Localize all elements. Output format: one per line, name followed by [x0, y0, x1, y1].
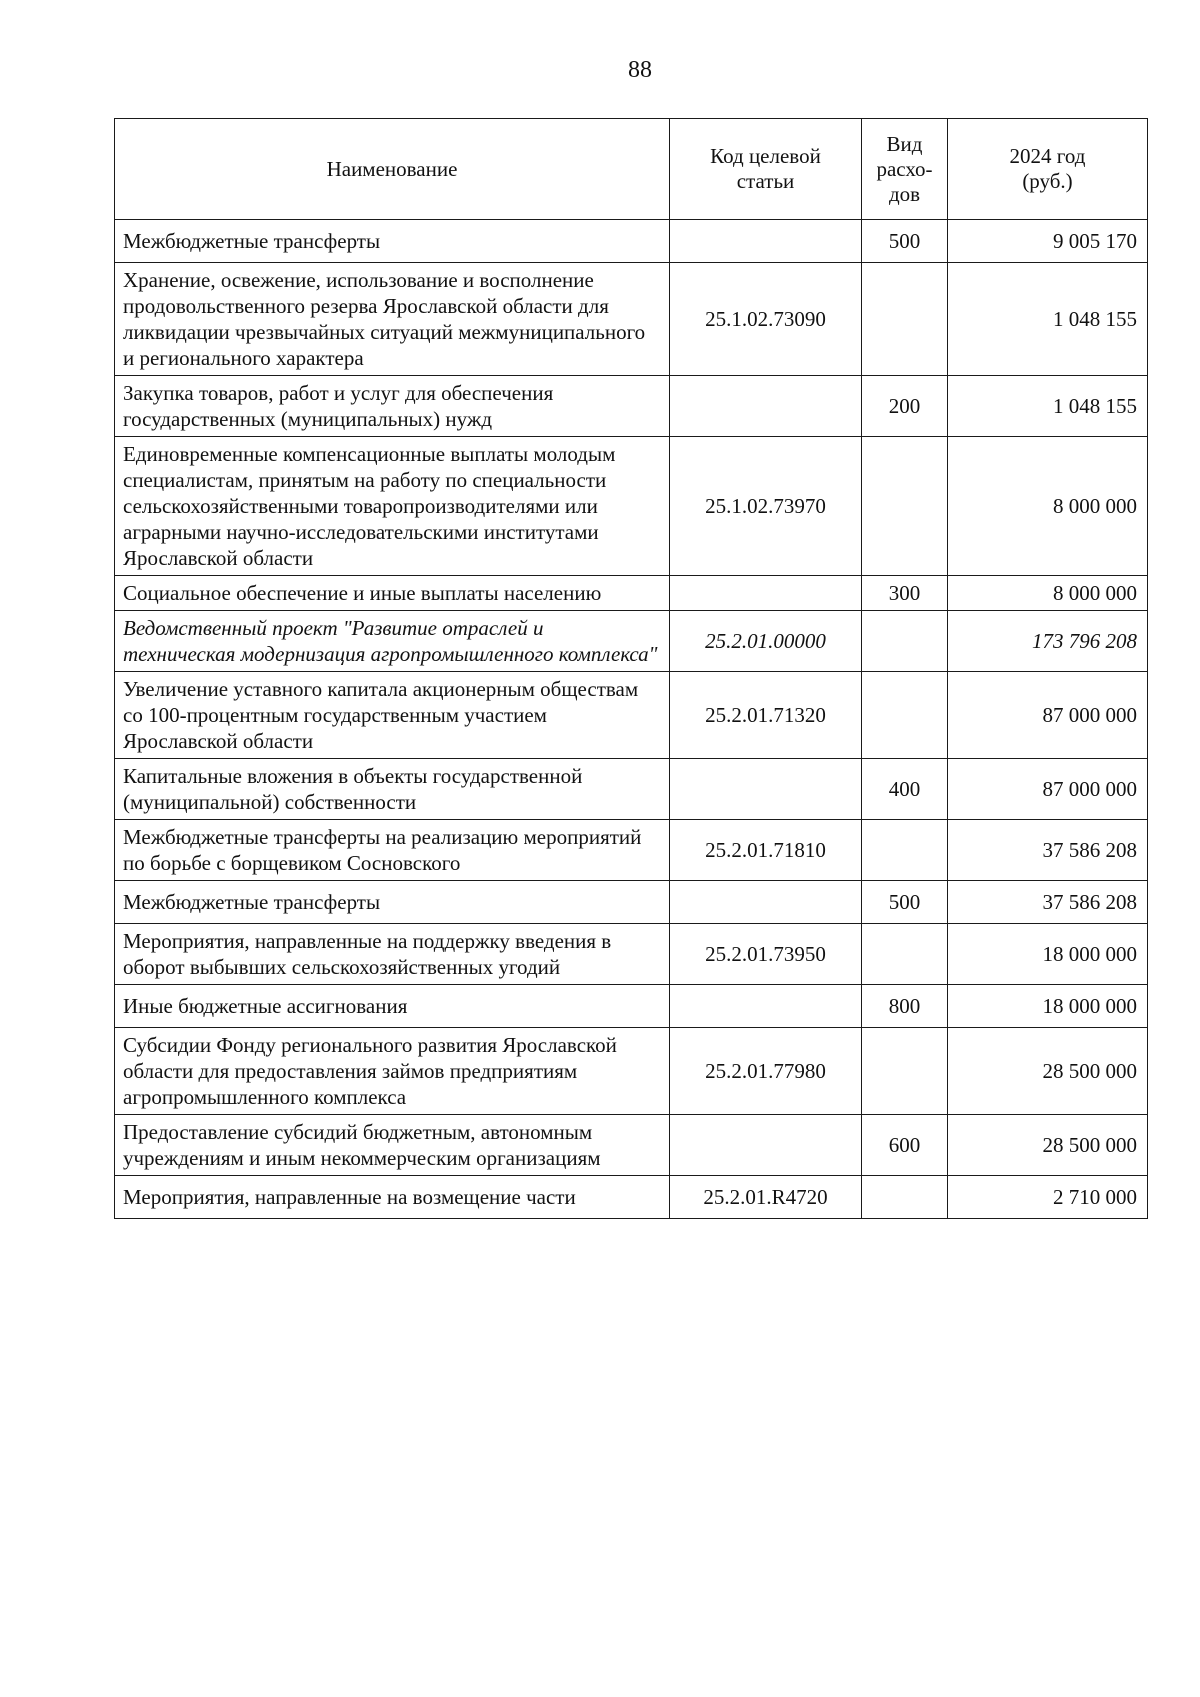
row-amount: 37 586 208	[948, 820, 1148, 881]
row-kind: 400	[862, 759, 948, 820]
row-code: 25.2.01.73950	[670, 924, 862, 985]
row-kind: 600	[862, 1115, 948, 1176]
table-row	[115, 672, 1148, 759]
row-code	[670, 576, 862, 611]
row-kind: 800	[862, 985, 948, 1028]
row-code	[670, 1115, 862, 1176]
row-amount: 2 710 000	[948, 1176, 1148, 1219]
row-name: Межбюджетные трансферты	[115, 220, 670, 263]
table-row	[115, 1176, 1148, 1219]
table-row	[115, 611, 1148, 672]
row-name: Увеличение уставного капитала акционерным обществам со 100-процентным государственным участием Ярославской области	[115, 672, 670, 759]
row-kind: 500	[862, 220, 948, 263]
table-row	[115, 1115, 1148, 1176]
header-row	[115, 119, 1148, 220]
row-amount: 8 000 000	[948, 437, 1148, 576]
row-amount: 18 000 000	[948, 985, 1148, 1028]
row-code: 25.2.01.71320	[670, 672, 862, 759]
table-row	[115, 576, 1148, 611]
row-name: Закупка товаров, работ и услуг для обеспечения государственных (муниципальных) нужд	[115, 376, 670, 437]
row-code	[670, 985, 862, 1028]
row-amount: 87 000 000	[948, 759, 1148, 820]
row-name: Межбюджетные трансферты на реализацию мероприятий по борьбе с борщевиком Сосновского	[115, 820, 670, 881]
table-row	[115, 1028, 1148, 1115]
row-name: Межбюджетные трансферты	[115, 881, 670, 924]
table-row	[115, 376, 1148, 437]
row-name: Ведомственный проект "Развитие отраслей и техническая модернизация агропромышленного комплекса"	[115, 611, 670, 672]
table-row	[115, 881, 1148, 924]
row-amount: 87 000 000	[948, 672, 1148, 759]
row-kind	[862, 924, 948, 985]
row-kind: 200	[862, 376, 948, 437]
row-code	[670, 759, 862, 820]
table-row	[115, 820, 1148, 881]
row-name: Иные бюджетные ассигнования	[115, 985, 670, 1028]
row-kind	[862, 1176, 948, 1219]
row-name: Капитальные вложения в объекты государственной (муниципальной) собственности	[115, 759, 670, 820]
table-row	[115, 985, 1148, 1028]
row-name: Предоставление субсидий бюджетным, автономным учреждениям и иным некоммерческим организациям	[115, 1115, 670, 1176]
row-kind: 300	[862, 576, 948, 611]
row-amount: 1 048 155	[948, 376, 1148, 437]
row-amount: 37 586 208	[948, 881, 1148, 924]
header-kind: Вид расхо-дов	[862, 119, 948, 220]
row-code: 25.1.02.73970	[670, 437, 862, 576]
row-kind	[862, 263, 948, 376]
header-amount: 2024 год (руб.)	[948, 119, 1148, 220]
row-name: Социальное обеспечение и иные выплаты населению	[115, 576, 670, 611]
row-amount: 28 500 000	[948, 1028, 1148, 1115]
row-code: 25.1.02.73090	[670, 263, 862, 376]
row-kind: 500	[862, 881, 948, 924]
row-name: Мероприятия, направленные на возмещение части	[115, 1176, 670, 1219]
row-code: 25.2.01.71810	[670, 820, 862, 881]
row-amount: 28 500 000	[948, 1115, 1148, 1176]
row-name: Единовременные компенсационные выплаты молодым специалистам, принятым на работу по специальности сельскохозяйственными товаропроизводителями или аграрными научно-исследовательскими институтами Ярославской области	[115, 437, 670, 576]
row-name: Субсидии Фонду регионального развития Ярославской области для предоставления займов предприятиям агропромышленного комплекса	[115, 1028, 670, 1115]
row-name: Мероприятия, направленные на поддержку введения в оборот выбывших сельскохозяйственных угодий	[115, 924, 670, 985]
row-code: 25.2.01.77980	[670, 1028, 862, 1115]
table-row	[115, 924, 1148, 985]
row-name: Хранение, освежение, использование и восполнение продовольственного резерва Ярославской области для ликвидации чрезвычайных ситуаций межмуниципального и регионального характера	[115, 263, 670, 376]
row-amount: 8 000 000	[948, 576, 1148, 611]
row-code: 25.2.01.00000	[670, 611, 862, 672]
row-amount: 173 796 208	[948, 611, 1148, 672]
row-kind	[862, 437, 948, 576]
row-amount: 18 000 000	[948, 924, 1148, 985]
table-row	[115, 263, 1148, 376]
row-kind	[862, 611, 948, 672]
table-header	[115, 119, 1148, 220]
row-code	[670, 220, 862, 263]
header-name: Наименование	[115, 119, 670, 220]
table-row	[115, 437, 1148, 576]
header-code: Код целевой статьи	[670, 119, 862, 220]
row-amount: 1 048 155	[948, 263, 1148, 376]
table-body	[115, 220, 1148, 1219]
row-code	[670, 881, 862, 924]
row-kind	[862, 820, 948, 881]
table-row	[115, 759, 1148, 820]
row-kind	[862, 672, 948, 759]
page-number: 88	[628, 57, 652, 83]
budget-table	[114, 118, 1148, 1219]
row-kind	[862, 1028, 948, 1115]
table-row	[115, 220, 1148, 263]
row-code	[670, 376, 862, 437]
row-amount: 9 005 170	[948, 220, 1148, 263]
row-code: 25.2.01.R4720	[670, 1176, 862, 1219]
